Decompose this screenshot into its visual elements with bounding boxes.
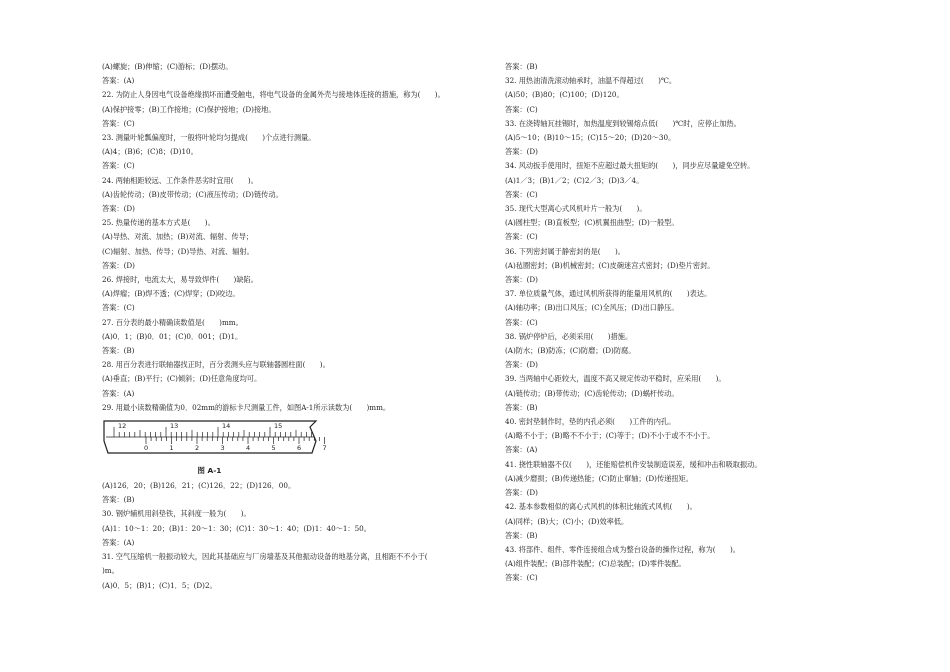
question-line: )m。 — [102, 566, 119, 576]
question-line: (A)导热、对流、加热；(B)对流、辐射、传导； — [102, 232, 254, 242]
question-line: 37. 单位质量气体，通过风机所获得的能量用风机的( )表达。 — [505, 289, 712, 299]
question-line: 25. 热量传递的基本方式是( )。 — [102, 218, 215, 228]
question-line: 29. 用最小读数精确值为0．02mm的游标卡尺测量工件，如图A-1所示读数为( )mm。 — [102, 402, 391, 412]
question-line: (C)辐射、加热、传导；(D)导热、对流、辐射。 — [102, 246, 254, 256]
vernier-scale-label: 6 — [297, 444, 302, 453]
vernier-caliper-figure — [102, 415, 486, 479]
left-question-block — [102, 60, 486, 415]
question-line: (A)5～10；(B)10～15；(C)15～20；(D)20～30。 — [505, 133, 676, 143]
question-line: 31. 空气压缩机一般振动较大，因此其基础应与厂房墙基及其他振动设备的地基分离，且相距不不小于( — [102, 552, 428, 562]
vernier-caliper-drawing — [102, 419, 327, 469]
question-line: (A)略不小于；(B)略不不小于；(C)等于；(D)不小于或不不小于。 — [505, 431, 715, 441]
question-line: (A)0．1；(B)0．01；(C)0．001；(D)1。 — [102, 331, 243, 341]
answer-line: 答案：(D) — [505, 147, 538, 157]
vernier-scale-label: 1 — [169, 444, 174, 453]
question-line: (A)链传动；(B)带传动；(C)齿轮传动；(D)蜗杆传动。 — [505, 388, 679, 398]
answer-line: 答案：(C) — [102, 303, 135, 313]
right-question-block — [505, 60, 885, 586]
question-line: (A)50；(B)80；(C)100；(D)120。 — [505, 90, 624, 100]
question-line: (A)1：10～1：20；(B)1：20～1：30；(C)1：30～1：40；(D)1：40～1：50。 — [102, 523, 371, 533]
question-line: (A)轴功率；(B)出口风压；(C)全风压；(D)出口静压。 — [505, 303, 679, 313]
vernier-scale-label: 7 — [322, 444, 327, 453]
question-line: (A)保护接零；(B)工作接地；(C)保护接地；(D)接地。 — [102, 104, 276, 114]
question-line: 33. 在浇铸轴瓦挂锡时，加热温度到较锡熔点低( )℃时，应停止加热。 — [505, 118, 741, 128]
vernier-scale-label: 4 — [246, 444, 251, 453]
figure-caption: 图 A-1 — [197, 466, 222, 476]
question-line: (A)螺旋；(B)伸缩；(C)游标；(D)摆动。 — [102, 62, 233, 71]
question-line: (A)毡圈密封；(B)机械密封；(C)皮碗迷宫式密封；(D)垫片密封。 — [505, 260, 715, 270]
answer-line: 答案：(C) — [505, 104, 538, 114]
question-line: 35. 现代大型离心式风机叶片一般为( )。 — [505, 204, 647, 214]
answer-line: 答案：(C) — [505, 317, 538, 327]
question-line: 27. 百分表的最小精确读数值是( )mm。 — [102, 317, 243, 327]
answer-line: 答案：(C) — [102, 118, 135, 128]
question-line: (A)126．20；(B)126．21；(C)126．22；(D)126．00。 — [102, 481, 296, 491]
answer-line: 答案：(C) — [505, 232, 538, 242]
question-line: 43. 将部件、组件、零件连接组合成为整台设备的操作过程，称为( )。 — [505, 544, 740, 554]
question-line: 36. 下列密封属于静密封的是( )。 — [505, 246, 625, 256]
answer-line: 答案：(A) — [102, 388, 135, 398]
answer-line: 答案：(D) — [505, 360, 538, 370]
question-line: (A)0．5；(B)1；(C)1．5；(D)2。 — [102, 580, 217, 590]
answer-line: 答案：(B) — [505, 530, 538, 540]
question-line: 28. 用百分表进行联轴器找正时，百分表测头应与联轴器圆柱面( )。 — [102, 360, 330, 370]
answer-line: 答案：(B) — [505, 62, 538, 71]
left-column — [102, 60, 486, 593]
answer-line: 答案：(A) — [102, 76, 135, 86]
answer-line: 答案：(C) — [505, 573, 538, 583]
answer-line: 答案：(B) — [102, 495, 135, 505]
answer-line: 答案：(D) — [505, 488, 538, 498]
question-line: 40. 密封垫制作时，垫的内孔必须( )工件的内孔。 — [505, 417, 676, 427]
question-line: 30. 钢炉辅机用斜垫铁，其斜度一般为( )。 — [102, 509, 251, 519]
question-line: (A)焊瘤；(B)焊不透；(C)焊穿；(D)咬边。 — [102, 289, 240, 299]
question-line: 26. 焊接时，电流太大，易导致焊件( )缺陷。 — [102, 275, 258, 285]
question-line: 23. 测量叶轮瓢偏度时，一般将叶轮均匀提成( )个点进行测量。 — [102, 133, 316, 143]
question-line: (A)1／3；(B)1／2；(C)2／3；(D)3／4。 — [505, 175, 644, 185]
answer-line: 答案：(C) — [102, 161, 135, 171]
answer-line: 答案：(A) — [505, 445, 538, 455]
question-line: 39. 当两轴中心距较大，温度不高又规定传动平稳时，应采用( )。 — [505, 374, 726, 384]
main-scale-label: 12 — [118, 422, 127, 431]
question-line: 38. 锅炉停炉后，必须采用( )措施。 — [505, 331, 633, 341]
question-line: (A)同样；(B)大；(C)小；(D)效率低。 — [505, 516, 629, 526]
main-scale-label: 13 — [170, 422, 179, 431]
answer-line: 答案：(D) — [505, 275, 538, 285]
question-line: (A)防水；(B)防冻；(C)防磨；(D)防腐。 — [505, 346, 636, 356]
vernier-scale-label: 2 — [195, 444, 200, 453]
question-line: (A)减少磨损；(B)传递热能；(C)防止窜轴；(D)传递扭矩。 — [505, 473, 693, 483]
question-line: (A)组件装配；(B)部件装配；(C)总装配；(D)零件装配。 — [505, 559, 686, 569]
question-line: (A)垂直；(B)平行；(C)倾斜；(D)任意角度均可。 — [102, 374, 262, 384]
vernier-scale-label: 3 — [220, 444, 225, 453]
question-line: 22. 为防止人身因电气设备绝缘损坏而遭受触电，将电气设备的金属外壳与接地体连接的措施，称为( )。 — [102, 90, 445, 100]
answer-line: 答案：(D) — [102, 260, 135, 270]
question-line: (A)圆柱型；(B)直板型；(C)机翼扭曲型；(D)一般型。 — [505, 218, 679, 228]
answer-line: 答案：(B) — [102, 346, 135, 356]
question-line: (A)齿轮传动；(B)皮带传动；(C)液压传动；(D)链传动。 — [102, 189, 283, 199]
vernier-scale-label: 0 — [144, 444, 149, 453]
left-question-block-after — [102, 479, 486, 593]
answer-line: 答案：(B) — [505, 402, 538, 412]
question-line: 42. 基本参数相似的离心式风机的体积比轴流式风机( )。 — [505, 502, 697, 512]
question-line: 32. 用热油清洗滚动轴承时，油温不得超过( )℃。 — [505, 76, 677, 86]
main-scale-label: 14 — [222, 422, 231, 431]
answer-line: 答案：(A) — [102, 537, 135, 547]
vernier-scale-label: 5 — [271, 444, 276, 453]
question-line: 34. 风动扳手使用时，扭矩不应超过最大扭矩的( )，同步应尽量避免空转。 — [505, 161, 755, 171]
question-line: 41. 挠性联轴器不仅( )，还能赔偿机件安装制造误差，缓和冲击和吸取振动。 — [505, 459, 762, 469]
question-line: (A)4；(B)6；(C)8；(D)10。 — [102, 147, 198, 157]
main-scale-label: 15 — [274, 422, 283, 431]
question-line: 24. 两轴相距较远、工作条件恶劣时宜用( )。 — [102, 175, 258, 185]
right-column — [505, 60, 885, 586]
answer-line: 答案：(D) — [102, 204, 135, 214]
answer-line: 答案：(C) — [505, 189, 538, 199]
